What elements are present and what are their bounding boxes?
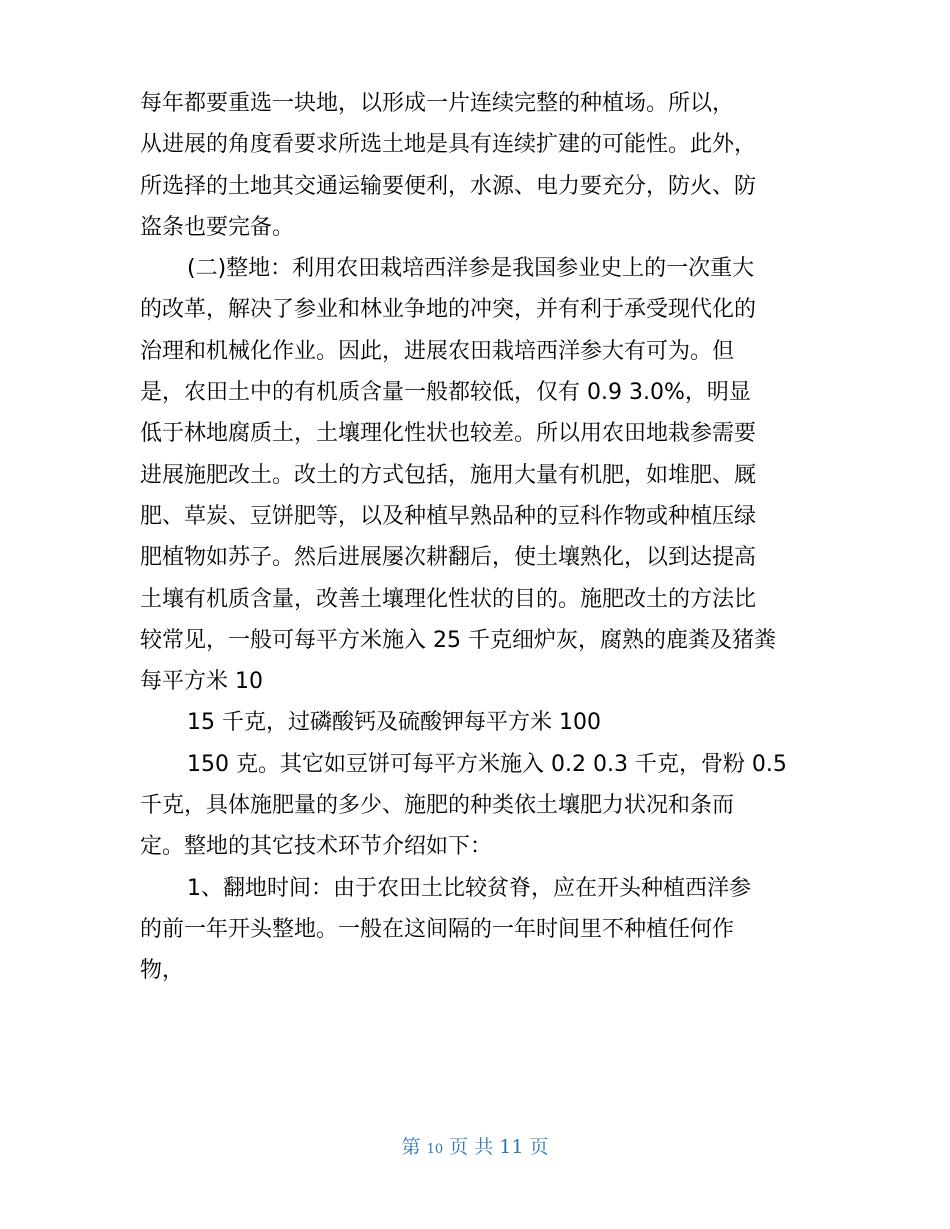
- text-line: 肥、草炭、豆饼肥等，以及种植早熟品种的豆科作物或种植压绿: [140, 503, 757, 529]
- text-line: 物，: [140, 958, 185, 984]
- text-line: (二)整地：利用农田栽培西洋参是我国参业史上的一次重大: [187, 256, 755, 282]
- text-line: 进展施肥改土。改土的方式包括，施用大量有机肥，如堆肥、厩: [140, 462, 757, 488]
- text-line: 15 千克，过磷酸钙及硫酸钾每平方米 100: [187, 710, 601, 736]
- text-line: 土壤有机质含量，改善土壤理化性状的目的。施肥改土的方法比: [140, 586, 757, 612]
- text-line: 的改革，解决了参业和林业争地的冲突，并有利于承受现代化的: [140, 297, 757, 323]
- body-text: [140, 83, 805, 992]
- footer-page-number: 10: [426, 1142, 444, 1157]
- text-line: 盗条也要完备。: [140, 214, 295, 240]
- text-line: 较常见，一般可每平方米施入 25 千克细炉灰，腐熟的鹿粪及猪粪: [140, 627, 776, 653]
- text-line: 肥植物如苏子。然后进展屡次耕翻后，使土壤熟化，以到达提高: [140, 545, 757, 571]
- text-line: 定。整地的其它技术环节介绍如下：: [140, 834, 493, 860]
- footer-prefix: 第: [401, 1136, 427, 1158]
- text-line: 千克，具体施肥量的多少、施肥的种类依土壤肥力状况和条而: [140, 793, 735, 819]
- text-line: 从进展的角度看要求所选土地是具有连续扩建的可能性。此外，: [140, 132, 757, 158]
- text-line: 1、翻地时间：由于农田土比较贫脊，应在开头种植西洋参: [187, 875, 751, 901]
- text-line: 每平方米 10: [140, 669, 263, 695]
- text-line: 低于林地腐质土，土壤理化性状也较差。所以用农田地栽参需要: [140, 421, 757, 447]
- text-line: 150 克。其它如豆饼可每平方米施入 0.2 0.3 千克，骨粉 0.5: [187, 751, 787, 777]
- page-footer: [0, 1132, 950, 1159]
- text-line: 每年都要重选一块地，以形成一片连续完整的种植场。所以，: [140, 91, 735, 116]
- footer-suffix: 页 共 11 页: [443, 1136, 549, 1158]
- text-line: 所选择的土地其交通运输要便利，水源、电力要充分，防火、防: [140, 173, 757, 199]
- text-line: 是，农田土中的有机质含量一般都较低，仅有 0.9 3.0%，明显: [140, 380, 751, 406]
- text-line: 治理和机械化作业。因此，进展农田栽培西洋参大有可为。但: [140, 338, 735, 364]
- text-line: 的前一年开头整地。一般在这间隔的一年时间里不种植任何作: [140, 916, 735, 942]
